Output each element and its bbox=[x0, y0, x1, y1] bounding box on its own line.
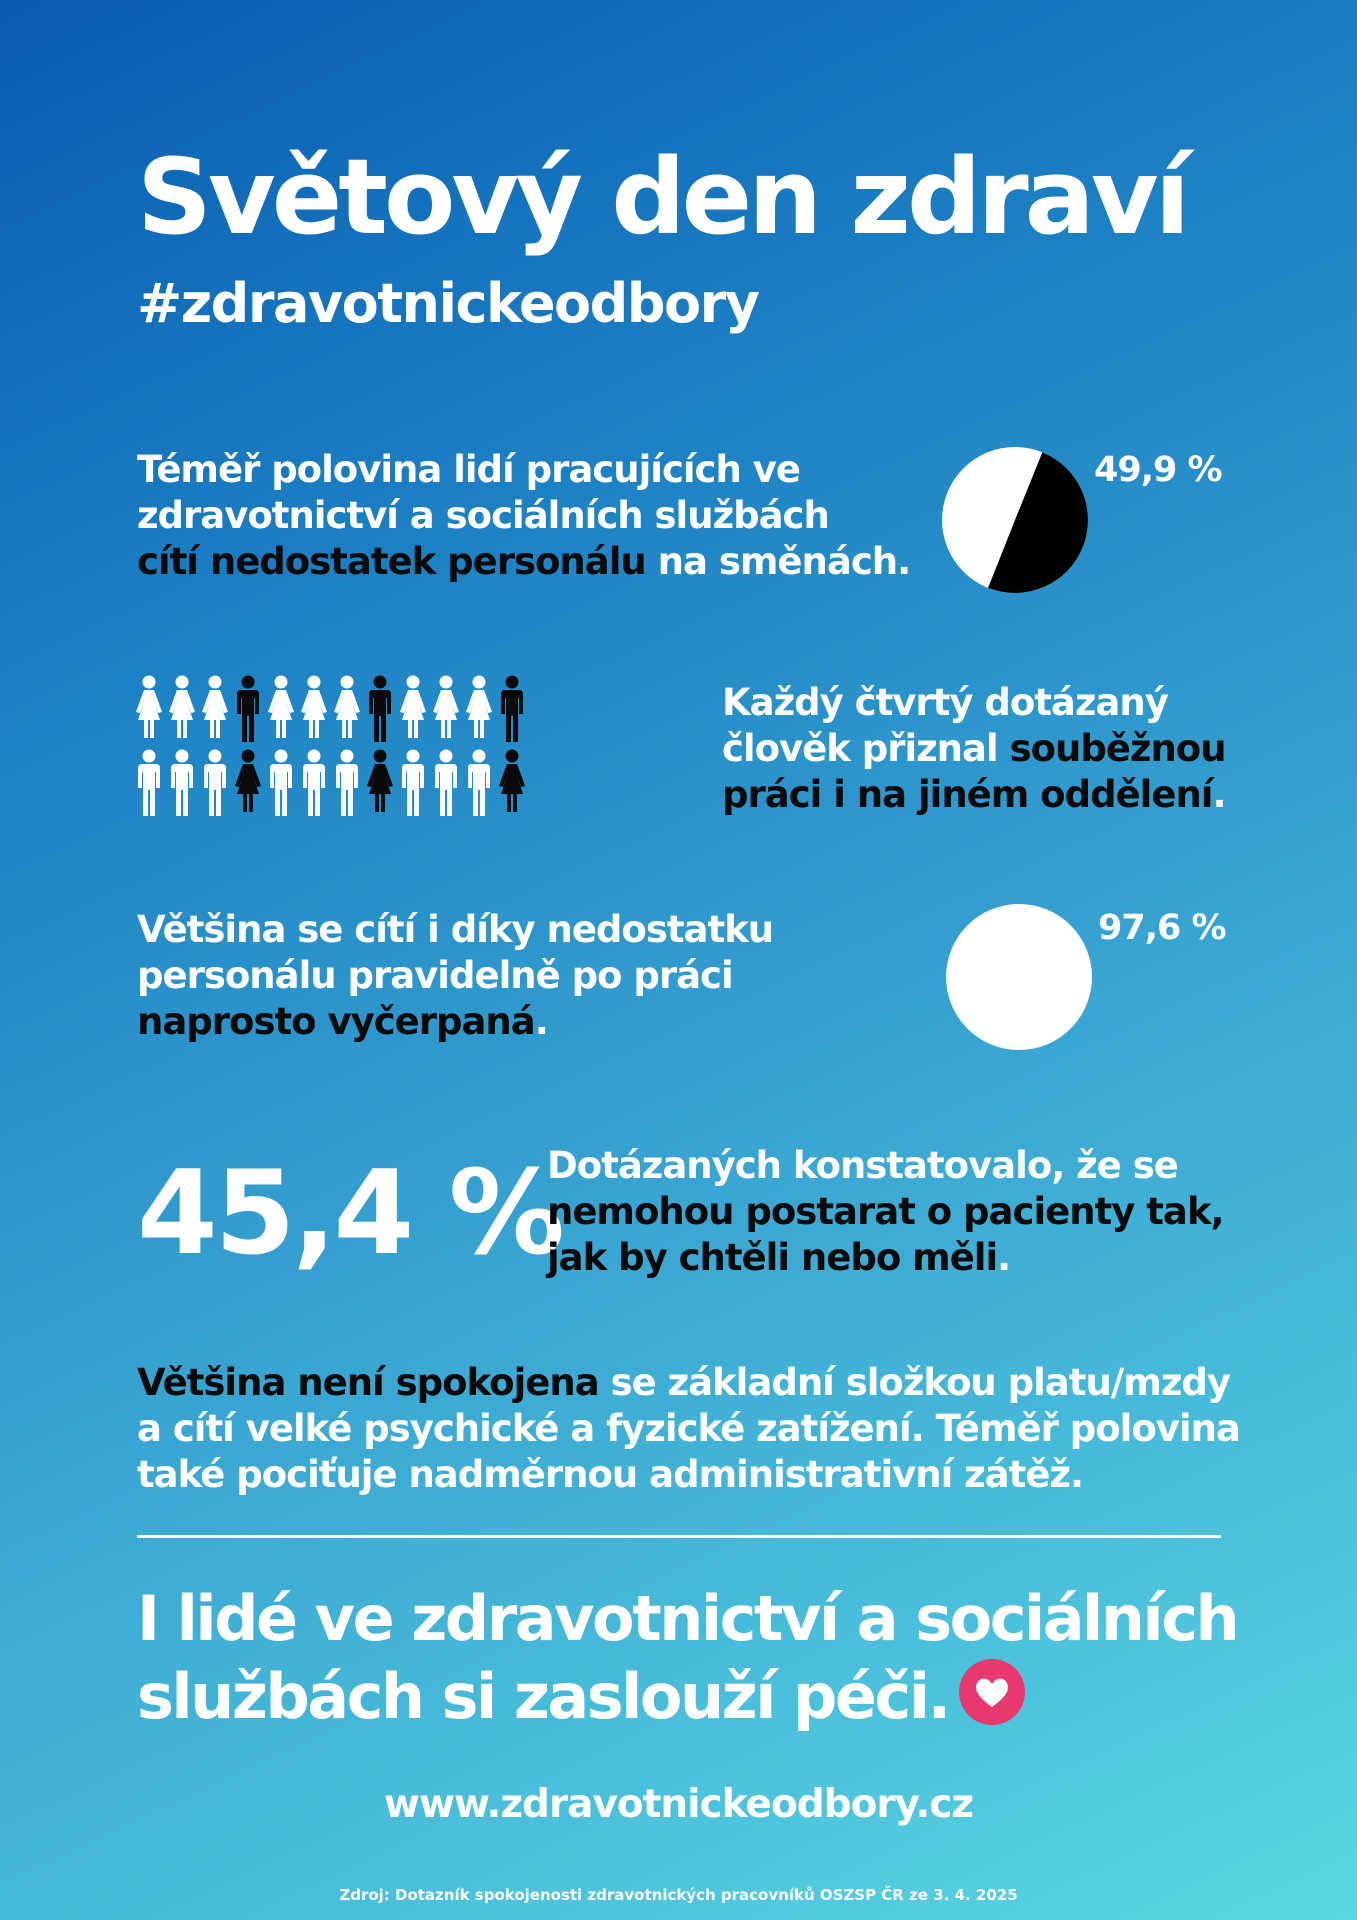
female-person-icon bbox=[466, 676, 492, 739]
male-person-icon bbox=[204, 750, 226, 817]
female-person-icon bbox=[499, 750, 525, 813]
stat3-line2: personálu pravidelně po práci bbox=[137, 954, 733, 997]
female-person-icon bbox=[334, 676, 360, 739]
pie-chart-exhaustion bbox=[944, 902, 1094, 1052]
stat5-line1-rest: se základní složkou platu/mzdy bbox=[598, 1361, 1231, 1404]
people-icon-grid bbox=[135, 675, 535, 820]
stat1-percent: 49,9 % bbox=[1094, 450, 1222, 490]
people-row-1 bbox=[136, 676, 523, 743]
stat1-text bbox=[137, 447, 937, 585]
stat5-line3: také pociťuje nadměrnou administrativní zátěž. bbox=[137, 1453, 1084, 1496]
male-person-icon bbox=[171, 750, 193, 817]
male-person-icon bbox=[468, 750, 490, 817]
website-link[interactable]: www.zdravotnickeodbory.cz bbox=[383, 1782, 974, 1827]
stat2-line2-plain: člověk přiznal bbox=[722, 727, 1010, 770]
female-person-icon bbox=[367, 750, 393, 813]
female-person-icon bbox=[235, 750, 261, 813]
male-person-icon bbox=[336, 750, 358, 817]
people-pictogram bbox=[135, 675, 535, 824]
male-person-icon bbox=[138, 750, 160, 817]
stat4-line3-rest: . bbox=[997, 1236, 1011, 1279]
divider bbox=[137, 1535, 1221, 1538]
stat1-line2: zdravotnictví a sociálních službách bbox=[137, 494, 829, 537]
male-person-icon bbox=[501, 676, 523, 743]
stat2-highlight-b: práci i na jiném oddělení bbox=[722, 773, 1213, 816]
stat3-text bbox=[137, 907, 897, 1045]
female-person-icon bbox=[136, 676, 162, 739]
female-person-icon bbox=[268, 676, 294, 739]
male-person-icon bbox=[237, 676, 259, 743]
stat1-line3-rest: na směnách. bbox=[645, 540, 911, 583]
stat3-percent: 97,6 % bbox=[1098, 908, 1226, 948]
female-person-icon bbox=[433, 676, 459, 739]
male-person-icon bbox=[303, 750, 325, 817]
male-person-icon bbox=[369, 676, 391, 743]
closing-statement bbox=[137, 1580, 1277, 1743]
stat2-line3-rest: . bbox=[1212, 773, 1226, 816]
pie-chart-shortage bbox=[940, 445, 1090, 595]
stat3-line3-rest: . bbox=[534, 1000, 548, 1043]
male-person-icon bbox=[270, 750, 292, 817]
heart-icon bbox=[959, 1659, 1025, 1743]
female-person-icon bbox=[301, 676, 327, 739]
stat3-highlight: naprosto vyčerpaná bbox=[137, 1000, 535, 1043]
male-person-icon bbox=[435, 750, 457, 817]
female-person-icon bbox=[202, 676, 228, 739]
stat3-line1: Většina se cítí i díky nedostatku bbox=[137, 908, 774, 951]
stat5-line2: a cítí velké psychické a fyzické zatížení. Téměř polovina bbox=[137, 1407, 1240, 1450]
source-note: Zdroj: Dotazník spokojenosti zdravotnických pracovníků OSZSP ČR ze 3. 4. 2025 bbox=[339, 1886, 1018, 1904]
stat4-highlight-a: nemohou postarat o pacienty tak, bbox=[547, 1190, 1224, 1233]
stat2-text bbox=[722, 680, 1242, 818]
stat2-line1: Každý čtvrtý dotázaný bbox=[722, 681, 1168, 724]
stat4-text bbox=[547, 1143, 1247, 1281]
stat4-line1: Dotázaných konstatovalo, že se bbox=[547, 1144, 1178, 1187]
stat5-text bbox=[137, 1360, 1267, 1498]
stat1-line1: Téměř polovina lidí pracujících ve bbox=[137, 448, 800, 491]
people-row-2 bbox=[138, 750, 525, 817]
stat2-highlight-a: souběžnou bbox=[1009, 727, 1226, 770]
closing-text: I lidé ve zdravotnictví a sociálních službách si zaslouží péči. bbox=[137, 1582, 1238, 1733]
female-person-icon bbox=[169, 676, 195, 739]
big-number: 45,4 % bbox=[137, 1146, 562, 1281]
stat1-highlight: cítí nedostatek personálu bbox=[137, 540, 646, 583]
stat4-highlight-b: jak by chtěli nebo měli bbox=[547, 1236, 998, 1279]
male-person-icon bbox=[402, 750, 424, 817]
page-title: Světový den zdraví bbox=[137, 136, 1187, 258]
hashtag: #zdravotnickeodbory bbox=[137, 272, 759, 335]
female-person-icon bbox=[400, 676, 426, 739]
stat5-highlight: Většina není spokojena bbox=[137, 1361, 599, 1404]
